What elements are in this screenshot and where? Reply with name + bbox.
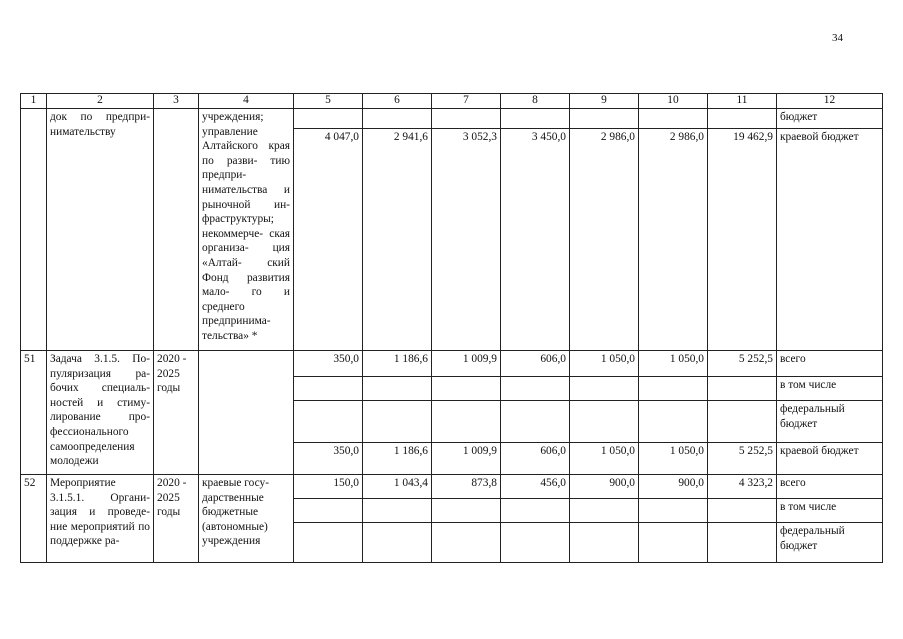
period: 2020 - 2025 годы [154,351,199,475]
table-row [21,475,883,499]
value-cell: 1 043,4 [363,475,432,499]
header-cell: 3 [154,94,199,109]
funding-source: федеральный бюджет [777,523,883,563]
header-cell: 2 [47,94,154,109]
value-cell [294,523,363,563]
value-cell: 150,0 [294,475,363,499]
value-cell: 350,0 [294,351,363,377]
value-cell [432,109,501,129]
value-cell: 606,0 [501,443,570,475]
value-cell: 1 050,0 [639,443,708,475]
value-cell [570,499,639,523]
value-cell [432,499,501,523]
value-cell [501,401,570,443]
value-cell [294,377,363,401]
value-cell [294,401,363,443]
value-cell [501,499,570,523]
budget-table [20,93,883,563]
value-cell [570,523,639,563]
value-cell: 606,0 [501,351,570,377]
period [154,109,199,351]
value-cell [570,109,639,129]
value-cell [501,523,570,563]
executor [199,351,294,475]
value-cell [570,401,639,443]
funding-source: всего [777,475,883,499]
executor: краевые госу- дарственные бюджетные (автономные) учреждения [199,475,294,563]
header-cell: 1 [21,94,47,109]
value-cell [708,499,777,523]
value-cell [639,499,708,523]
header-cell: 9 [570,94,639,109]
value-cell: 1 050,0 [570,351,639,377]
value-cell: 3 450,0 [501,129,570,351]
header-cell: 6 [363,94,432,109]
value-cell: 2 941,6 [363,129,432,351]
value-cell: 5 252,5 [708,351,777,377]
value-cell: 456,0 [501,475,570,499]
value-cell: 1 050,0 [639,351,708,377]
value-cell: 2 986,0 [570,129,639,351]
page-number: 34 [832,32,843,44]
value-cell [432,401,501,443]
value-cell: 1 186,6 [363,443,432,475]
value-cell [639,523,708,563]
item-name: Мероприятие 3.1.5.1. Органи- зация и проведе- ние мероприятий по поддержке ра- [47,475,154,563]
value-cell: 350,0 [294,443,363,475]
value-cell [639,109,708,129]
header-cell: 8 [501,94,570,109]
funding-source: всего [777,351,883,377]
value-cell [501,377,570,401]
value-cell [363,523,432,563]
value-cell: 873,8 [432,475,501,499]
funding-source: бюджет [777,109,883,129]
funding-source: краевой бюджет [777,129,883,351]
funding-source: в том числе [777,499,883,523]
value-cell [432,377,501,401]
value-cell: 1 050,0 [570,443,639,475]
period: 2020 - 2025 годы [154,475,199,563]
item-name: Задача 3.1.5. По- пуляризация ра- бочих специаль- ностей и стиму- лирование про- фессионального самоопределения молодежи [47,351,154,475]
header-cell: 12 [777,94,883,109]
header-cell: 7 [432,94,501,109]
value-cell [363,499,432,523]
value-cell [708,401,777,443]
header-cell: 4 [199,94,294,109]
value-cell [708,523,777,563]
value-cell: 1 009,9 [432,351,501,377]
value-cell [294,499,363,523]
table-row [21,351,883,377]
value-cell: 1 186,6 [363,351,432,377]
value-cell [432,523,501,563]
row-number: 51 [21,351,47,475]
header-cell: 5 [294,94,363,109]
value-cell: 19 462,9 [708,129,777,351]
executor: учреждения; управление Алтайского края по разви- тию предпри- нимательства и рыночной ин- фраструктуры; некоммерче- ская организа- ция «Алтай- ский Фонд развития мало- го и среднего предпринима- тельства» * [199,109,294,351]
value-cell [708,377,777,401]
header-cell: 11 [708,94,777,109]
header-row [21,94,883,109]
value-cell [639,401,708,443]
item-name: док по предпри- нимательству [47,109,154,351]
value-cell [570,377,639,401]
funding-source: федеральный бюджет [777,401,883,443]
value-cell [639,377,708,401]
value-cell [363,401,432,443]
funding-source: в том числе [777,377,883,401]
value-cell: 4 047,0 [294,129,363,351]
header-cell: 10 [639,94,708,109]
value-cell [294,109,363,129]
value-cell: 1 009,9 [432,443,501,475]
row-number: 52 [21,475,47,563]
value-cell: 3 052,3 [432,129,501,351]
value-cell [363,109,432,129]
value-cell: 4 323,2 [708,475,777,499]
value-cell [363,377,432,401]
value-cell: 2 986,0 [639,129,708,351]
table-row [21,109,883,129]
funding-source: краевой бюджет [777,443,883,475]
value-cell [501,109,570,129]
value-cell: 5 252,5 [708,443,777,475]
row-number [21,109,47,351]
value-cell [708,109,777,129]
value-cell: 900,0 [639,475,708,499]
value-cell: 900,0 [570,475,639,499]
